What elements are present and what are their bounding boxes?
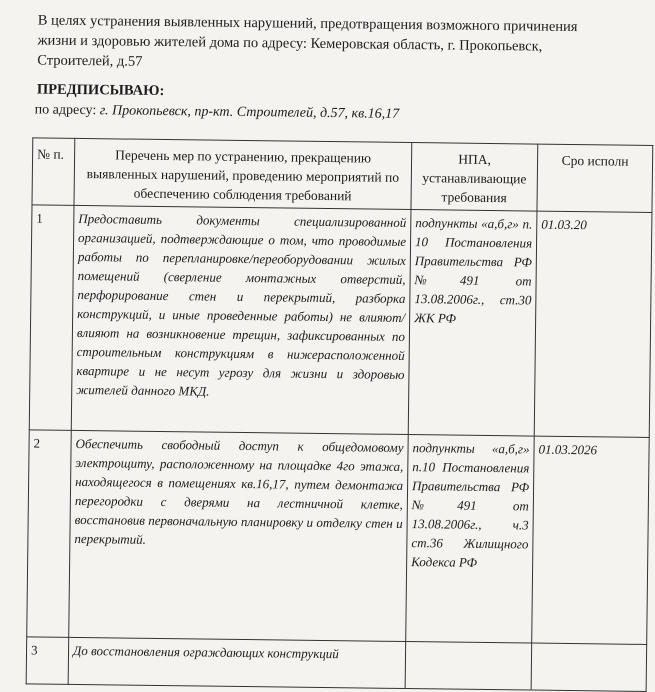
order-heading: ПРЕДПИСЫВАЮ: [36, 81, 165, 100]
table-row [27, 430, 649, 645]
row-measure: Предоставить документы специализированной организацией, подтверждающие о том, что проводимые работы по перепланировке/переоборудовании жилых помещений (сверление монтажных отверстий, перфорирование стен и перекрытий, разборка конструкций, и иные проведенные работы) не влияют/влияют на возникновение трещин, зафиксированных по строительным конструкциям в нижерасположенной квартире и не несут угрозу для жизни и здоровью жителей данного МКД. [71, 205, 411, 434]
address-value: г. Прокопьевск, пр-кт. Строителей, д.57, кв.16,17 [99, 103, 400, 122]
table-row [29, 205, 652, 438]
intro-paragraph [37, 10, 638, 77]
header-deadline: Сро исполн [537, 144, 653, 212]
intro-line-2: жизни и здоровью жителей дома по адресу: Кемеровская область, г. Прокопьевск, [37, 32, 543, 55]
row-deadline: 01.03.20 [534, 211, 652, 437]
row-deadline: 01.03.2026 [532, 436, 650, 644]
header-npa: НПА, устанавливающие требования [411, 143, 538, 212]
row-npa [405, 642, 532, 691]
intro-line-3: Строителей, д.57 [37, 52, 143, 70]
header-num: № п. [32, 138, 75, 206]
row-deadline [531, 643, 647, 691]
row-npa: подпункты «а,б,г» п.10 Постановления Правительства РФ №491 от 13.08.2006г., ч.3 ст.36 Жилищного Кодекса РФ [406, 435, 535, 644]
table-row [26, 637, 647, 692]
row-number: 1 [29, 205, 74, 430]
measures-table [26, 137, 654, 692]
intro-line-1: В целях устранения выявленных нарушений, предотвращения возможного причинения [37, 12, 578, 36]
row-npa: подпункты «а,б,г» п. 10 Постановления Правительства РФ №491 от 13.08.2006г., ст.30 ЖК РФ [408, 210, 537, 437]
table-header-row [32, 138, 653, 213]
header-measures: Перечень мер по устранению, прекращению выявленных нарушений, проведению мероприятий по обеспечению соблюдения требований [74, 138, 412, 209]
row-measure: До восстановления ограждающих конструкций [68, 637, 406, 688]
row-number: 3 [26, 637, 69, 685]
row-measure: Обеспечить свободный доступ к общедомовому электрощиту, расположенному на площадке 4го этажа, находящегося в помещениях кв.16,17, путем демонтажа перегородки с дверями на лестничной клетке, восстановив первоначальную планировку и отделку стен и перекрытий. [69, 430, 409, 641]
address-label: по адресу: [34, 102, 97, 119]
address-line [35, 102, 400, 122]
row-number: 2 [27, 430, 72, 637]
